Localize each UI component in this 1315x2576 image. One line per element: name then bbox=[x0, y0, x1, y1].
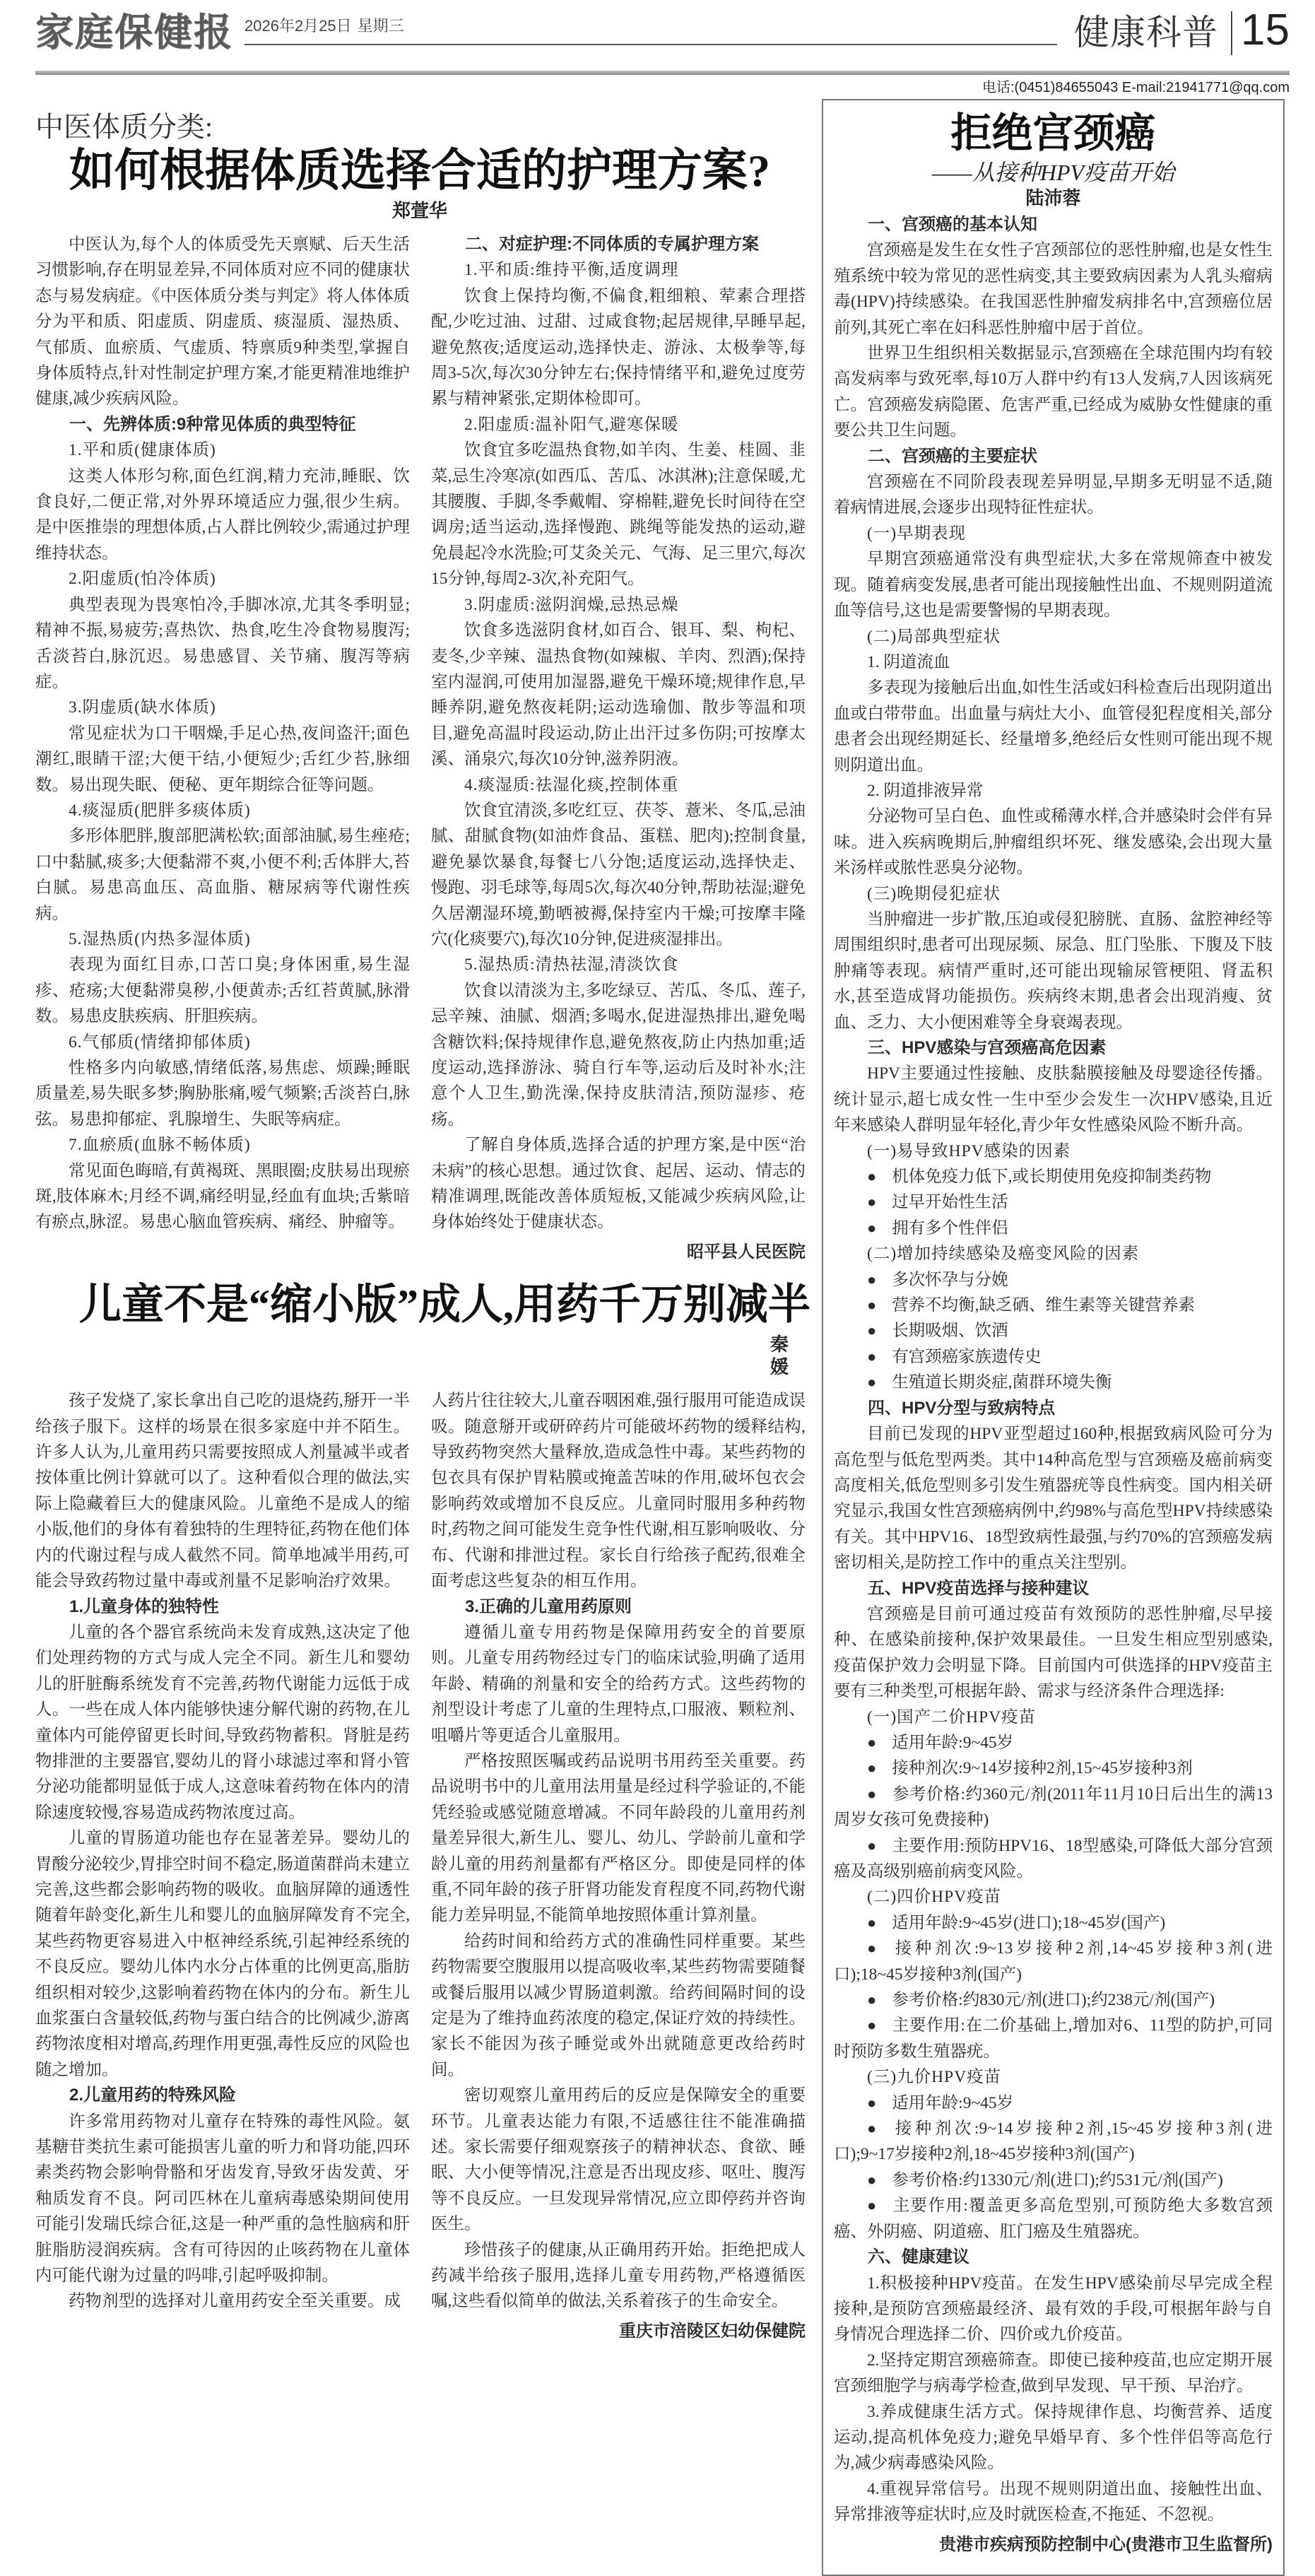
bullet-icon: ● bbox=[867, 1733, 877, 1751]
section-heading: 2.儿童用药的特殊风险 bbox=[69, 2086, 237, 2105]
paragraph: 2. 阴道排液异常 bbox=[867, 781, 984, 800]
bullet-item bbox=[834, 1910, 1273, 1936]
paragraph: 1. 阴道流血 bbox=[867, 652, 950, 671]
section-name: 健康科普 bbox=[1074, 13, 1219, 52]
bullet-icon: ● bbox=[867, 1991, 877, 2009]
paragraph: 这类人体形匀称,面色红润,精力充沛,睡眠、饮食良好,二便正常,对外界环境适应力强,很少生病。是中医推崇的理想体质,占人群比例较少,需通过护理维持状态。 bbox=[35, 466, 410, 563]
section-heading: 3.正确的儿童用药原则 bbox=[465, 1596, 632, 1616]
paragraph: 4.重视异常信号。出现不规则阴道出血、接触性出血、异常排液等症状时,应及时就医检查,不拖延、不忽视。 bbox=[834, 2479, 1273, 2524]
bullet-item bbox=[834, 2116, 1273, 2168]
article1-author: 郑萱华 bbox=[392, 200, 448, 221]
subheading: 4.痰湿质:祛湿化痰,控制体重 bbox=[464, 775, 679, 794]
bullet-item bbox=[834, 1267, 1273, 1293]
paragraph: 许多常用药物对儿童存在特殊的毒性风险。氨基糖苷类抗生素可能损害儿童的听力和肾功能,四环素类药物会影响骨骼和牙齿发育,导致牙齿发黄、牙釉质发育不良。阿司匹林在儿童病毒感染期间使用可能引发瑞氏综合征,这是一种严重的急性脑病和肝脏脂肪浸润疾病。含有可待因的止咳药物在儿童体内可能代谢为过量的吗啡,引起呼吸抑制。 bbox=[35, 2112, 410, 2286]
bullet-item bbox=[834, 1344, 1273, 1370]
paragraph: 儿童的胃肠道功能也存在显著差异。婴幼儿的胃酸分泌较少,胃排空时间不稳定,肠道菌群尚未建立完善,这些都会影响药物的吸收。血脑屏障的通透性随着年龄变化,新生儿和婴儿的血脑屏障发育不完全,某些药物更容易进入中枢神经系统,引起神经系统的不良反应。婴幼儿体内水分占体重的比例更高,脂肪组织相对较少,这影响着药物在体内的分布。新生儿血浆蛋白含量较低,药物与蛋白结合的比例减少,游离药物浓度相对增高,药理作用更强,毒性反应的风险也随之增加。 bbox=[35, 1829, 410, 2079]
section-heading: 一、宫颈癌的基本认知 bbox=[868, 215, 1037, 234]
issue-date: 2026年2月25日 bbox=[244, 17, 352, 35]
bullet-text: 营养不均衡,缺乏硒、维生素等关键营养素 bbox=[892, 1296, 1196, 1315]
bullet-item bbox=[834, 2168, 1273, 2193]
bullet-text: 长期吸烟、饮酒 bbox=[892, 1322, 1008, 1341]
subheading: (二)增加持续感染及癌变风险的因素 bbox=[867, 1245, 1140, 1264]
paragraph: 多表现为接触后出血,如性生活或妇科检查后出现阴道出血或白带带血。出血量与病灶大小、血管侵犯程度相关,部分患者会出现经期延长、经量增多,绝经后女性则可能出现不规则阴道出血。 bbox=[834, 678, 1273, 775]
section-heading: 五、HPV疫苗选择与接种建议 bbox=[868, 1578, 1090, 1598]
section-heading: 一、先辨体质:9种常见体质的典型特征 bbox=[69, 414, 356, 434]
page-header bbox=[35, 0, 1290, 66]
article3-author: 陆沛蓉 bbox=[1025, 187, 1081, 208]
paragraph: 2.坚持定期宫颈癌筛查。即使已接种疫苗,也应定期开展宫颈细胞学与病毒学检查,做到早发现、早干预、早治疗。 bbox=[834, 2351, 1273, 2396]
bullet-text: 拥有多个性伴侣 bbox=[892, 1218, 1008, 1237]
paragraph: 表现为面红目赤,口苦口臭;身体困重,易生湿疹、疮疡;大便黏滞臭秽,小便黄赤;舌红苔黄腻,脉滑数。易患皮肤疾病、肝胆疾病。 bbox=[35, 955, 410, 1026]
source-credit: 贵港市疾病预防控制中心(贵港市卫生监督所) bbox=[939, 2534, 1273, 2554]
paragraph: 宫颈癌是目前可通过疫苗有效预防的恶性肿瘤,尽早接种、在感染前接种,保护效果最佳。一旦发生相应型别感染,疫苗保护效力会明显下降。目前国内可供选择的HPV疫苗主要有三种类型,可根据年龄、需求与经济条件合理选择: bbox=[834, 1604, 1273, 1701]
subheading: 5.湿热质(内热多湿体质) bbox=[69, 929, 251, 948]
paragraph: 多形体肥胖,腹部肥满松软;面部油腻,易生痤疮;口中黏腻,痰多;大便黏滞不爽,小便不利;舌体胖大,苔白腻。易患高血压、高血脂、糖尿病等代谢性疾病。 bbox=[35, 827, 410, 923]
article2-title: 儿童不是“缩小版”成人,用药千万别减半 bbox=[79, 1281, 810, 1329]
paragraph: 世界卫生组织相关数据显示,宫颈癌在全球范围内均有较高发病率与致死率,每10万人群中约有13人发病,7人因该病死亡。宫颈癌发病隐匿、危害严重,已经成为威胁女性健康的重要公共卫生问题。 bbox=[834, 344, 1273, 440]
subheading: 1.平和质:维持平衡,适度调理 bbox=[464, 261, 679, 280]
paragraph: 中医认为,每个人的体质受先天禀赋、后天生活习惯影响,存在明显差异,不同体质对应不同的健康状态与易发病症。《中医体质分类与判定》将人体体质分为平和质、阳虚质、阴虚质、痰湿质、湿热质、气郁质、血瘀质、气虚质、特禀质9种类型,掌握自身体质特点,针对性制定护理方案,才能更精准地维护健康,减少疾病风险。 bbox=[35, 235, 410, 408]
bullet-item bbox=[834, 1987, 1273, 2013]
bullet-item bbox=[834, 1370, 1273, 1395]
paragraph: 宫颈癌是发生在女性子宫颈部位的恶性肿瘤,也是女性生殖系统中较为常见的恶性病变,其主要致病因素为人乳头瘤病毒(HPV)持续感染。在我国恶性肿瘤发病排名中,宫颈癌位居前列,其死亡率在妇科恶性肿瘤中居于首位。 bbox=[834, 241, 1273, 337]
article1-column-right bbox=[431, 232, 806, 1265]
left-articles bbox=[35, 99, 810, 2344]
section-divider bbox=[1231, 11, 1232, 55]
paragraph-continued: 人药片往往较大,儿童吞咽困难,强行服用可能造成误吸。随意掰开或研碎药片可能破坏药物的缓释结构,导致药物突然大量释放,造成急性中毒。某些药物的包衣具有保护胃粘膜或掩盖苦味的作用,破坏包衣会影响药效或增加不良反应。儿童同时服用多种药物时,药物之间可能发生竞争性代谢,相互影响吸收、分布、代谢和排泄过程。家长自行给孩子配药,很难全面考虑这些复杂的相互作用。 bbox=[431, 1392, 806, 1591]
bullet-icon: ● bbox=[867, 1759, 877, 1777]
bullet-text: 主要作用:覆盖更多高危型别,可预防绝大多数宫颈癌、外阴癌、阴道癌、肛门癌及生殖器疣。 bbox=[834, 2196, 1273, 2241]
paragraph: 早期宫颈癌通常没有典型症状,大多在常规筛查中被发现。随着病变发展,患者可能出现接触性出血、不规则阴道流血等信号,这也是需要警惕的早期表现。 bbox=[834, 550, 1273, 621]
article1-column-left bbox=[35, 232, 410, 1265]
subheading: (三)晚期侵犯症状 bbox=[867, 884, 1001, 903]
article3-subtitle: ——从接种HPV疫苗开始 bbox=[931, 160, 1175, 185]
subheading: (二)四价HPV疫苗 bbox=[867, 1888, 1002, 1907]
article2-column-right bbox=[431, 1388, 806, 2344]
paragraph: 目前已发现的HPV亚型超过160种,根据致病风险可分为高危型与低危型两类。其中14种高危型与宫颈癌及癌前病变高度相关,低危型则多引发生殖器疣等良性病变。国内相关研究显示,我国女性宫颈癌病例中,约98%与高危型HPV持续感染有关。其中HPV16、18型致病性最强,与约70%的宫颈癌发病密切相关,是防控工作中的重点关注型别。 bbox=[834, 1425, 1273, 1572]
bullet-item bbox=[834, 1293, 1273, 1318]
subheading: 4.痰湿质(肥胖多痰体质) bbox=[69, 801, 251, 820]
paragraph: 珍惜孩子的健康,从正确用药开始。拒绝把成人药减半给孩子服用,选择儿童专用药物,严格遵循医嘱,这些看似简单的做法,关系着孩子的生命安全。 bbox=[431, 2240, 806, 2311]
bullet-item bbox=[834, 1164, 1273, 1189]
bullet-item bbox=[834, 1318, 1273, 1343]
paragraph: 饮食上保持均衡,不偏食,粗细粮、荤素合理搭配,少吃过油、过甜、过咸食物;起居规律,早睡早起,避免熬夜;适度运动,选择快走、游泳、太极拳等,每周3-5次,每次30分钟左右;保持情绪平和,避免过度劳累与精神紧张,定期体检即可。 bbox=[431, 286, 806, 408]
page-body bbox=[35, 99, 1315, 2576]
bullet-icon: ● bbox=[867, 2093, 877, 2112]
article2-column-left bbox=[35, 1388, 410, 2344]
paragraph: 饮食宜多吃温热食物,如羊肉、生姜、桂圆、韭菜,忌生冷寒凉(如西瓜、苦瓜、冰淇淋);注意保暖,尤其腰腹、手脚,冬季戴帽、穿棉鞋,避免长时间待在空调房;适当运动,选择慢跑、跳绳等能发热的运动,避免晨起冷水洗脸;可艾灸关元、气海、足三里穴,每次15分钟,每周2-3次,补充阳气。 bbox=[431, 441, 806, 589]
paragraph: 1.积极接种HPV疫苗。在发生HPV感染前尽早完成全程接种,是预防宫颈癌最经济、最有效的手段,可根据年龄与自身情况合理选择二价、四价或九价疫苗。 bbox=[834, 2274, 1273, 2344]
bullet-icon: ● bbox=[867, 1784, 877, 1803]
issue-weekday: 星期三 bbox=[357, 17, 404, 35]
bullet-text: 接种剂次:9~14岁接种2剂,15~45岁接种3剂(进口);9~17岁接种2剂,18~45岁接种3剂(国产) bbox=[834, 2119, 1273, 2164]
subheading: (一)早期表现 bbox=[867, 524, 967, 543]
paragraph: 常见面色晦暗,有黄褐斑、黑眼圈;皮肤易出现瘀斑,肢体麻木;月经不调,痛经明显,经血有血块;舌紫暗有瘀点,脉涩。易患心脑血管疾病、痛经、肿瘤等。 bbox=[35, 1161, 410, 1232]
subheading: 3.阴虚质(缺水体质) bbox=[69, 698, 216, 717]
paragraph: 药物剂型的选择对儿童用药安全至关重要。成 bbox=[69, 2292, 401, 2311]
paragraph: 典型表现为畏寒怕冷,手脚冰凉,尤其冬季明显;精神不振,易疲劳;喜热饮、热食,吃生冷食物易腹泻;舌淡苔白,脉沉迟。易患感冒、关节痛、腹泻等病症。 bbox=[35, 595, 410, 691]
paragraph: HPV主要通过性接触、皮肤黏膜接触及母婴途径传播。统计显示,超七成女性一生中至少会发生一次HPV感染,且近年来感染人群明显年轻化,青少年女性感染风险不断升高。 bbox=[834, 1064, 1273, 1135]
paragraph: 密切观察儿童用药后的反应是保障安全的重要环节。儿童表达能力有限,不适感往往不能准确描述。家长需要仔细观察孩子的精神状态、食欲、睡眠、大小便等情况,注意是否出现皮疹、呕吐、腹泻等不良反应。一旦发现异常情况,应立即停药并咨询医生。 bbox=[431, 2086, 806, 2234]
header-middle bbox=[244, 10, 1057, 55]
bullet-text: 过早开始性生活 bbox=[892, 1193, 1008, 1212]
bullet-text: 主要作用:在二价基础上,增加对6、11型的防护,可同时预防多数生殖器疣。 bbox=[834, 2016, 1273, 2061]
bullet-icon: ● bbox=[867, 1296, 877, 1315]
article1-kicker: 中医体质分类: bbox=[35, 111, 213, 143]
header-rule bbox=[35, 71, 1290, 75]
bullet-text: 参考价格:约830元/剂(进口);约238元/剂(国产) bbox=[892, 1991, 1215, 2010]
bullet-item bbox=[834, 1755, 1273, 1781]
paragraph: 给药时间和给药方式的准确性同样重要。某些药物需要空腹服用以提高吸收率,某些药物需要随餐或餐后服用以减少胃肠道刺激。给药间隔时间的设定是为了维持血药浓度的稳定,保证疗效的持续性。家长不能因为孩子睡觉或外出就随意更改给药时间。 bbox=[431, 1931, 806, 2079]
subheading: (一)国产二价HPV疫苗 bbox=[867, 1707, 1037, 1727]
bullet-text: 机体免疫力低下,或长期使用免疫抑制类药物 bbox=[892, 1168, 1212, 1187]
bullet-text: 参考价格:约1330元/剂(进口);约531元/剂(国产) bbox=[892, 2170, 1223, 2189]
bullet-icon: ● bbox=[867, 1322, 877, 1340]
bullet-text: 多次怀孕与分娩 bbox=[892, 1270, 1008, 1289]
paragraph: 饮食多选滋阴食材,如百合、银耳、梨、枸杞、麦冬,少辛辣、温热食物(如辣椒、羊肉、烈酒);保持室内湿润,可使用加湿器,避免干燥环境;规律作息,早睡养阴,避免熬夜耗阴;运动选瑜伽、散步等温和项目,避免高温时段运动,防止出汗过多伤阴;可按摩太溪、涌泉穴,每次10分钟,滋养阴液。 bbox=[431, 621, 806, 769]
subheading: 1.平和质(健康体质) bbox=[69, 441, 216, 460]
bullet-text: 主要作用:预防HPV16、18型感染,可降低大部分宫颈癌及高级别癌前病变风险。 bbox=[834, 1836, 1273, 1881]
subheading: 5.湿热质:清热祛湿,清淡饮食 bbox=[464, 955, 679, 975]
article1-title: 如何根据体质选择合适的护理方案? bbox=[69, 146, 770, 196]
bullet-text: 参考价格:约360元/剂(2011年11月10日后出生的满13周岁女孩可免费接种) bbox=[834, 1784, 1273, 1830]
article2-columns bbox=[35, 1388, 806, 2344]
bullet-item bbox=[834, 1833, 1273, 1885]
section-heading: 六、健康建议 bbox=[868, 2247, 969, 2267]
subheading: (二)局部典型症状 bbox=[867, 627, 1001, 646]
bullet-item bbox=[834, 1936, 1273, 1987]
subheading: 2.阳虚质(怕冷体质) bbox=[69, 570, 216, 589]
bullet-item bbox=[834, 1782, 1273, 1833]
subheading: 3.阴虚质:滋阴润燥,忌热忌燥 bbox=[464, 595, 679, 614]
article3-box bbox=[822, 99, 1285, 2576]
paragraph: 遵循儿童专用药物是保障用药安全的首要原则。儿童专用药物经过专门的临床试验,明确了适用年龄、精确的剂量和安全的给药方式。这些药物的剂型设计考虑了儿童的生理特点,口服液、颗粒剂、咀嚼片等更适合儿童服用。 bbox=[431, 1623, 806, 1745]
paragraph: 性格多内向敏感,情绪低落,易焦虑、烦躁;睡眠质量差,易失眠多梦;胸胁胀痛,嗳气频繁;舌淡苔白,脉弦。易患抑郁症、乳腺增生、失眠等病症。 bbox=[35, 1059, 410, 1129]
bullet-icon: ● bbox=[867, 1270, 877, 1288]
article1-columns bbox=[35, 232, 806, 1265]
section-heading: 1.儿童身体的独特性 bbox=[69, 1596, 220, 1616]
bullet-icon: ● bbox=[867, 2119, 877, 2138]
bullet-text: 适用年龄:9~45岁 bbox=[892, 2093, 1014, 2112]
bullet-icon: ● bbox=[867, 1193, 877, 1211]
paragraph: 儿童的各个器官系统尚未发育成熟,这决定了他们处理药物的方式与成人完全不同。新生儿和婴幼儿的肝脏酶系统发育不完善,药物代谢能力远低于成人。一些在成人体内能够快速分解代谢的药物,在儿童体内可能停留更长时间,导致药物蓄积。肾脏是药物排泄的主要器官,婴幼儿的肾小球滤过率和肾小管分泌功能都明显低于成人,这意味着药物在体内的清除速度较慢,容易造成药物浓度过高。 bbox=[35, 1623, 410, 1822]
bullet-icon: ● bbox=[867, 2170, 877, 2189]
bullet-icon: ● bbox=[867, 2016, 877, 2035]
paragraph: 孩子发烧了,家长拿出自己吃的退烧药,掰开一半给孩子服下。这样的场景在很多家庭中并不陌生。许多人认为,儿童用药只需要按照成人剂量减半或者按体重比例计算就可以了。这种看似合理的做法,实际上隐藏着巨大的健康风险。儿童绝不是成人的缩小版,他们的身体有着独特的生理特征,药物在他们体内的代谢过程与成人截然不同。简单地减半用药,可能会导致药物过量中毒或剂量不足影响治疗效果。 bbox=[35, 1392, 410, 1591]
contact-info: 电话:(0451)84655043 E-mail:21941771@qq.com bbox=[981, 80, 1290, 95]
article2-author: 秦媛 bbox=[770, 1334, 789, 1378]
article3-title: 拒绝宫颈癌 bbox=[950, 110, 1156, 156]
paragraph: 了解自身体质,选择合适的护理方案,是中医“治未病”的核心思想。通过饮食、起居、运动、情志的精准调理,既能改善体质短板,又能减少疾病风险,让身体始终处于健康状态。 bbox=[431, 1136, 806, 1232]
bullet-icon: ● bbox=[867, 2196, 877, 2215]
bullet-icon: ● bbox=[867, 1347, 877, 1365]
subheading: (一)易导致HPV感染的因素 bbox=[867, 1141, 1071, 1160]
paragraph: 饮食宜清淡,多吃红豆、茯苓、薏米、冬瓜,忌油腻、甜腻食物(如油炸食品、蛋糕、肥肉);控制食量,避免暴饮暴食,每餐七八分饱;适度运动,选择快走、慢跑、羽毛球等,每周5次,每次40分钟,帮助祛湿;避免久居潮湿环境,勤晒被褥,保持室内干燥;可按摩丰隆穴(化痰要穴),每次10分钟,促进痰湿排出。 bbox=[431, 801, 806, 948]
section-heading: 三、HPV感染与宫颈癌高危因素 bbox=[868, 1038, 1107, 1057]
paragraph: 常见症状为口干咽燥,手足心热,夜间盗汗;面色潮红,眼睛干涩;大便干结,小便短少;舌红少苔,脉细数。易出现失眠、便秘、更年期综合征等问题。 bbox=[35, 724, 410, 794]
subheading: (三)九价HPV疫苗 bbox=[867, 2068, 1002, 2087]
paragraph: 宫颈癌在不同阶段表现差异明显,早期多无明显不适,随着病情进展,会逐步出现特征性症状。 bbox=[834, 473, 1273, 517]
bullet-text: 适用年龄:9~45岁 bbox=[892, 1733, 1014, 1752]
section-heading: 二、对症护理:不同体质的专属护理方案 bbox=[465, 235, 759, 254]
subheading: 2.阳虚质:温补阳气,避寒保暖 bbox=[464, 415, 679, 434]
bullet-icon: ● bbox=[867, 1836, 877, 1854]
section-heading: 二、宫颈癌的主要症状 bbox=[868, 446, 1037, 466]
paragraph: 饮食以清淡为主,多吃绿豆、苦瓜、冬瓜、莲子,忌辛辣、油腻、烟酒;多喝水,促进湿热排出,避免喝含糖饮料;保持规律作息,避免熬夜,防止内热加重;适度运动,选择游泳、骑自行车等,运动后及时补水;注意个人卫生,勤洗澡,保持皮肤清洁,预防湿疹、疮疡。 bbox=[431, 981, 806, 1129]
bullet-item bbox=[834, 1730, 1273, 1755]
bullet-item bbox=[834, 2193, 1273, 2245]
bullet-text: 有宫颈癌家族遗传史 bbox=[892, 1347, 1042, 1366]
bullet-icon: ● bbox=[867, 1218, 877, 1237]
bullet-icon: ● bbox=[867, 1939, 877, 1958]
source-credit: 昭平县人民医院 bbox=[687, 1242, 806, 1261]
bullet-item bbox=[834, 2013, 1273, 2064]
subheading: 6.气郁质(情绪抑郁体质) bbox=[69, 1033, 251, 1052]
bullet-text: 接种剂次:9~13岁接种2剂,14~45岁接种3剂(进口);18~45岁接种3剂(国产) bbox=[834, 1939, 1273, 1984]
bullet-item bbox=[834, 1189, 1273, 1215]
source-credit: 重庆市涪陵区妇幼保健院 bbox=[619, 2321, 806, 2341]
bullet-icon: ● bbox=[867, 1913, 877, 1931]
newspaper-masthead: 家庭保健报 bbox=[35, 11, 233, 54]
section-heading: 四、HPV分型与致病特点 bbox=[868, 1398, 1056, 1418]
bullet-icon: ● bbox=[867, 1373, 877, 1392]
paragraph: 分泌物可呈白色、血性或稀薄水样,合并感染时会伴有异味。进入疾病晚期后,肿瘤组织坏死、继发感染,会出现大量米汤样或脓性恶臭分泌物。 bbox=[834, 807, 1273, 878]
page-number: 15 bbox=[1241, 6, 1290, 54]
paragraph: 3.养成健康生活方式。保持规律作息、均衡营养、适度运动,提高机体免疫力;避免早婚早育、多个性伴侣等高危行为,减少病毒感染风险。 bbox=[834, 2402, 1273, 2473]
bullet-text: 生殖道长期炎症,菌群环境失衡 bbox=[892, 1373, 1112, 1392]
dateline bbox=[244, 17, 410, 35]
bullet-icon: ● bbox=[867, 1168, 877, 1186]
article3-body bbox=[834, 212, 1273, 2558]
subheading: 7.血瘀质(血脉不畅体质) bbox=[69, 1136, 251, 1155]
bullet-item bbox=[834, 2090, 1273, 2116]
paragraph: 当肿瘤进一步扩散,压迫或侵犯膀胱、直肠、盆腔神经等周围组织时,患者可出现尿频、尿急、肛门坠胀、下腹及下肢肿痛等表现。病情严重时,还可能出现输尿管梗阻、肾盂积水,甚至造成肾功能损伤。疾病终末期,患者会出现消瘦、贫血、乏力、大小便困难等全身衰竭表现。 bbox=[834, 910, 1273, 1032]
header-divider bbox=[244, 44, 1057, 45]
bullet-item bbox=[834, 1216, 1273, 1241]
bullet-text: 适用年龄:9~45岁(进口);18~45岁(国产) bbox=[892, 1913, 1166, 1932]
bullet-text: 接种剂次:9~14岁接种2剂,15~45岁接种3剂 bbox=[892, 1759, 1193, 1778]
paragraph: 严格按照医嘱或药品说明书用药至关重要。药品说明书中的儿童用法用量是经过科学验证的,不能凭经验或感觉随意增减。不同年龄段的儿童用药剂量差异很大,新生儿、婴儿、幼儿、学龄前儿童和学龄儿童的用药剂量都有严格区分。即使是同样的体重,不同年龄的孩子肝肾功能发育程度不同,药物代谢能力差异明显,不能简单地按照体重计算剂量。 bbox=[431, 1751, 806, 1925]
